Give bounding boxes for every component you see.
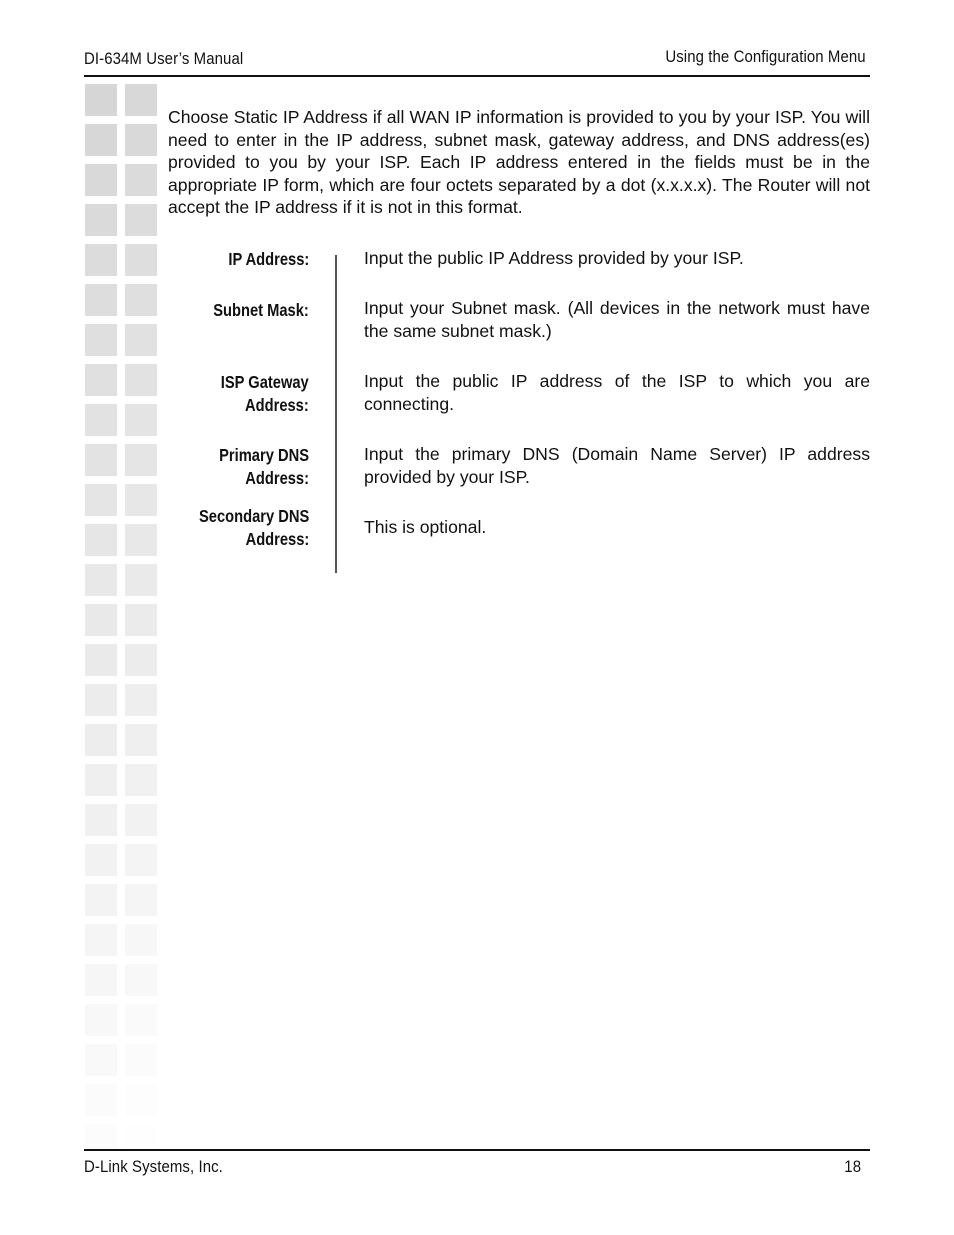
header-rule [84, 75, 870, 77]
decorative-tile [85, 684, 117, 716]
decorative-tile [85, 1044, 117, 1076]
decorative-tile [125, 564, 157, 596]
field-label-secondary-dns: Secondary DNS Address: [198, 506, 309, 549]
decorative-tile [125, 1084, 157, 1116]
field-label-primary-dns: Primary DNS Address: [219, 445, 309, 488]
decorative-tile [85, 324, 117, 356]
decorative-tile [125, 244, 157, 276]
decorative-tile [85, 924, 117, 956]
decorative-tile [125, 124, 157, 156]
decorative-tile [85, 804, 117, 836]
decorative-tile [85, 284, 117, 316]
header-section-title: Using the Configuration Menu [665, 47, 866, 66]
decorative-tile [125, 844, 157, 876]
decorative-tile [125, 524, 157, 556]
decorative-tile [85, 84, 117, 116]
decorative-tile [125, 204, 157, 236]
decorative-tile [85, 404, 117, 436]
page-number: 18 [844, 1157, 861, 1176]
decorative-tile [125, 724, 157, 756]
decorative-tile [85, 724, 117, 756]
decorative-tile [125, 444, 157, 476]
decorative-tile [125, 324, 157, 356]
intro-paragraph: Choose Static IP Address if all WAN IP information is provided to you by your ISP. You will need to enter in the IP address, subnet mask, gateway address, and DNS address(es) provided to you by your ISP. Each IP address entered in the fields must be in the appropriate IP form, which are four octets separated by a dot (x.x.x.x). The Router will not accept the IP address if it is not in this format. [168, 107, 870, 218]
decorative-tile [85, 1084, 117, 1116]
decorative-tile [125, 404, 157, 436]
decorative-tile [85, 164, 117, 196]
decorative-tile [125, 1004, 157, 1036]
field-desc-isp-gateway: Input the public IP address of the ISP to which you are connecting. [364, 371, 870, 414]
decorative-tile [85, 644, 117, 676]
decorative-tile [125, 1124, 157, 1150]
field-label-ip-address: IP Address: [228, 249, 309, 269]
field-divider-line [335, 255, 337, 573]
decorative-tile [125, 1044, 157, 1076]
decorative-tile [85, 444, 117, 476]
decorative-tile [85, 364, 117, 396]
decorative-tile [85, 124, 117, 156]
decorative-tile [125, 764, 157, 796]
decorative-tile [85, 204, 117, 236]
decorative-tile [85, 564, 117, 596]
field-desc-primary-dns: Input the primary DNS (Domain Name Server) IP address provided by your ISP. [364, 444, 870, 487]
decorative-tile [125, 484, 157, 516]
footer-company: D-Link Systems, Inc. [84, 1157, 223, 1176]
decorative-tile-column [85, 84, 159, 1150]
decorative-tile [85, 884, 117, 916]
field-desc-secondary-dns: This is optional. [364, 517, 487, 537]
field-label-isp-gateway: ISP Gateway Address: [221, 372, 309, 415]
footer-rule [84, 1149, 870, 1151]
decorative-tile [125, 284, 157, 316]
field-desc-subnet-mask: Input your Subnet mask. (All devices in the network must have the same subnet mask.) [364, 298, 870, 341]
decorative-tile [125, 604, 157, 636]
decorative-tile [125, 684, 157, 716]
decorative-tile [85, 1124, 117, 1150]
decorative-tile [125, 364, 157, 396]
field-label-subnet-mask: Subnet Mask: [213, 300, 309, 320]
header-manual-title: DI-634M User’s Manual [84, 49, 244, 68]
decorative-tile [125, 644, 157, 676]
decorative-tile [85, 244, 117, 276]
decorative-tile [125, 164, 157, 196]
decorative-tile [125, 964, 157, 996]
decorative-tile [85, 524, 117, 556]
decorative-tile [85, 764, 117, 796]
decorative-tile [125, 924, 157, 956]
decorative-tile [125, 84, 157, 116]
decorative-tile [85, 484, 117, 516]
decorative-tile [85, 964, 117, 996]
decorative-tile [85, 844, 117, 876]
field-desc-ip-address: Input the public IP Address provided by your ISP. [364, 248, 744, 268]
decorative-tile [125, 804, 157, 836]
decorative-tile [85, 1004, 117, 1036]
decorative-tile [85, 604, 117, 636]
decorative-tile [125, 884, 157, 916]
